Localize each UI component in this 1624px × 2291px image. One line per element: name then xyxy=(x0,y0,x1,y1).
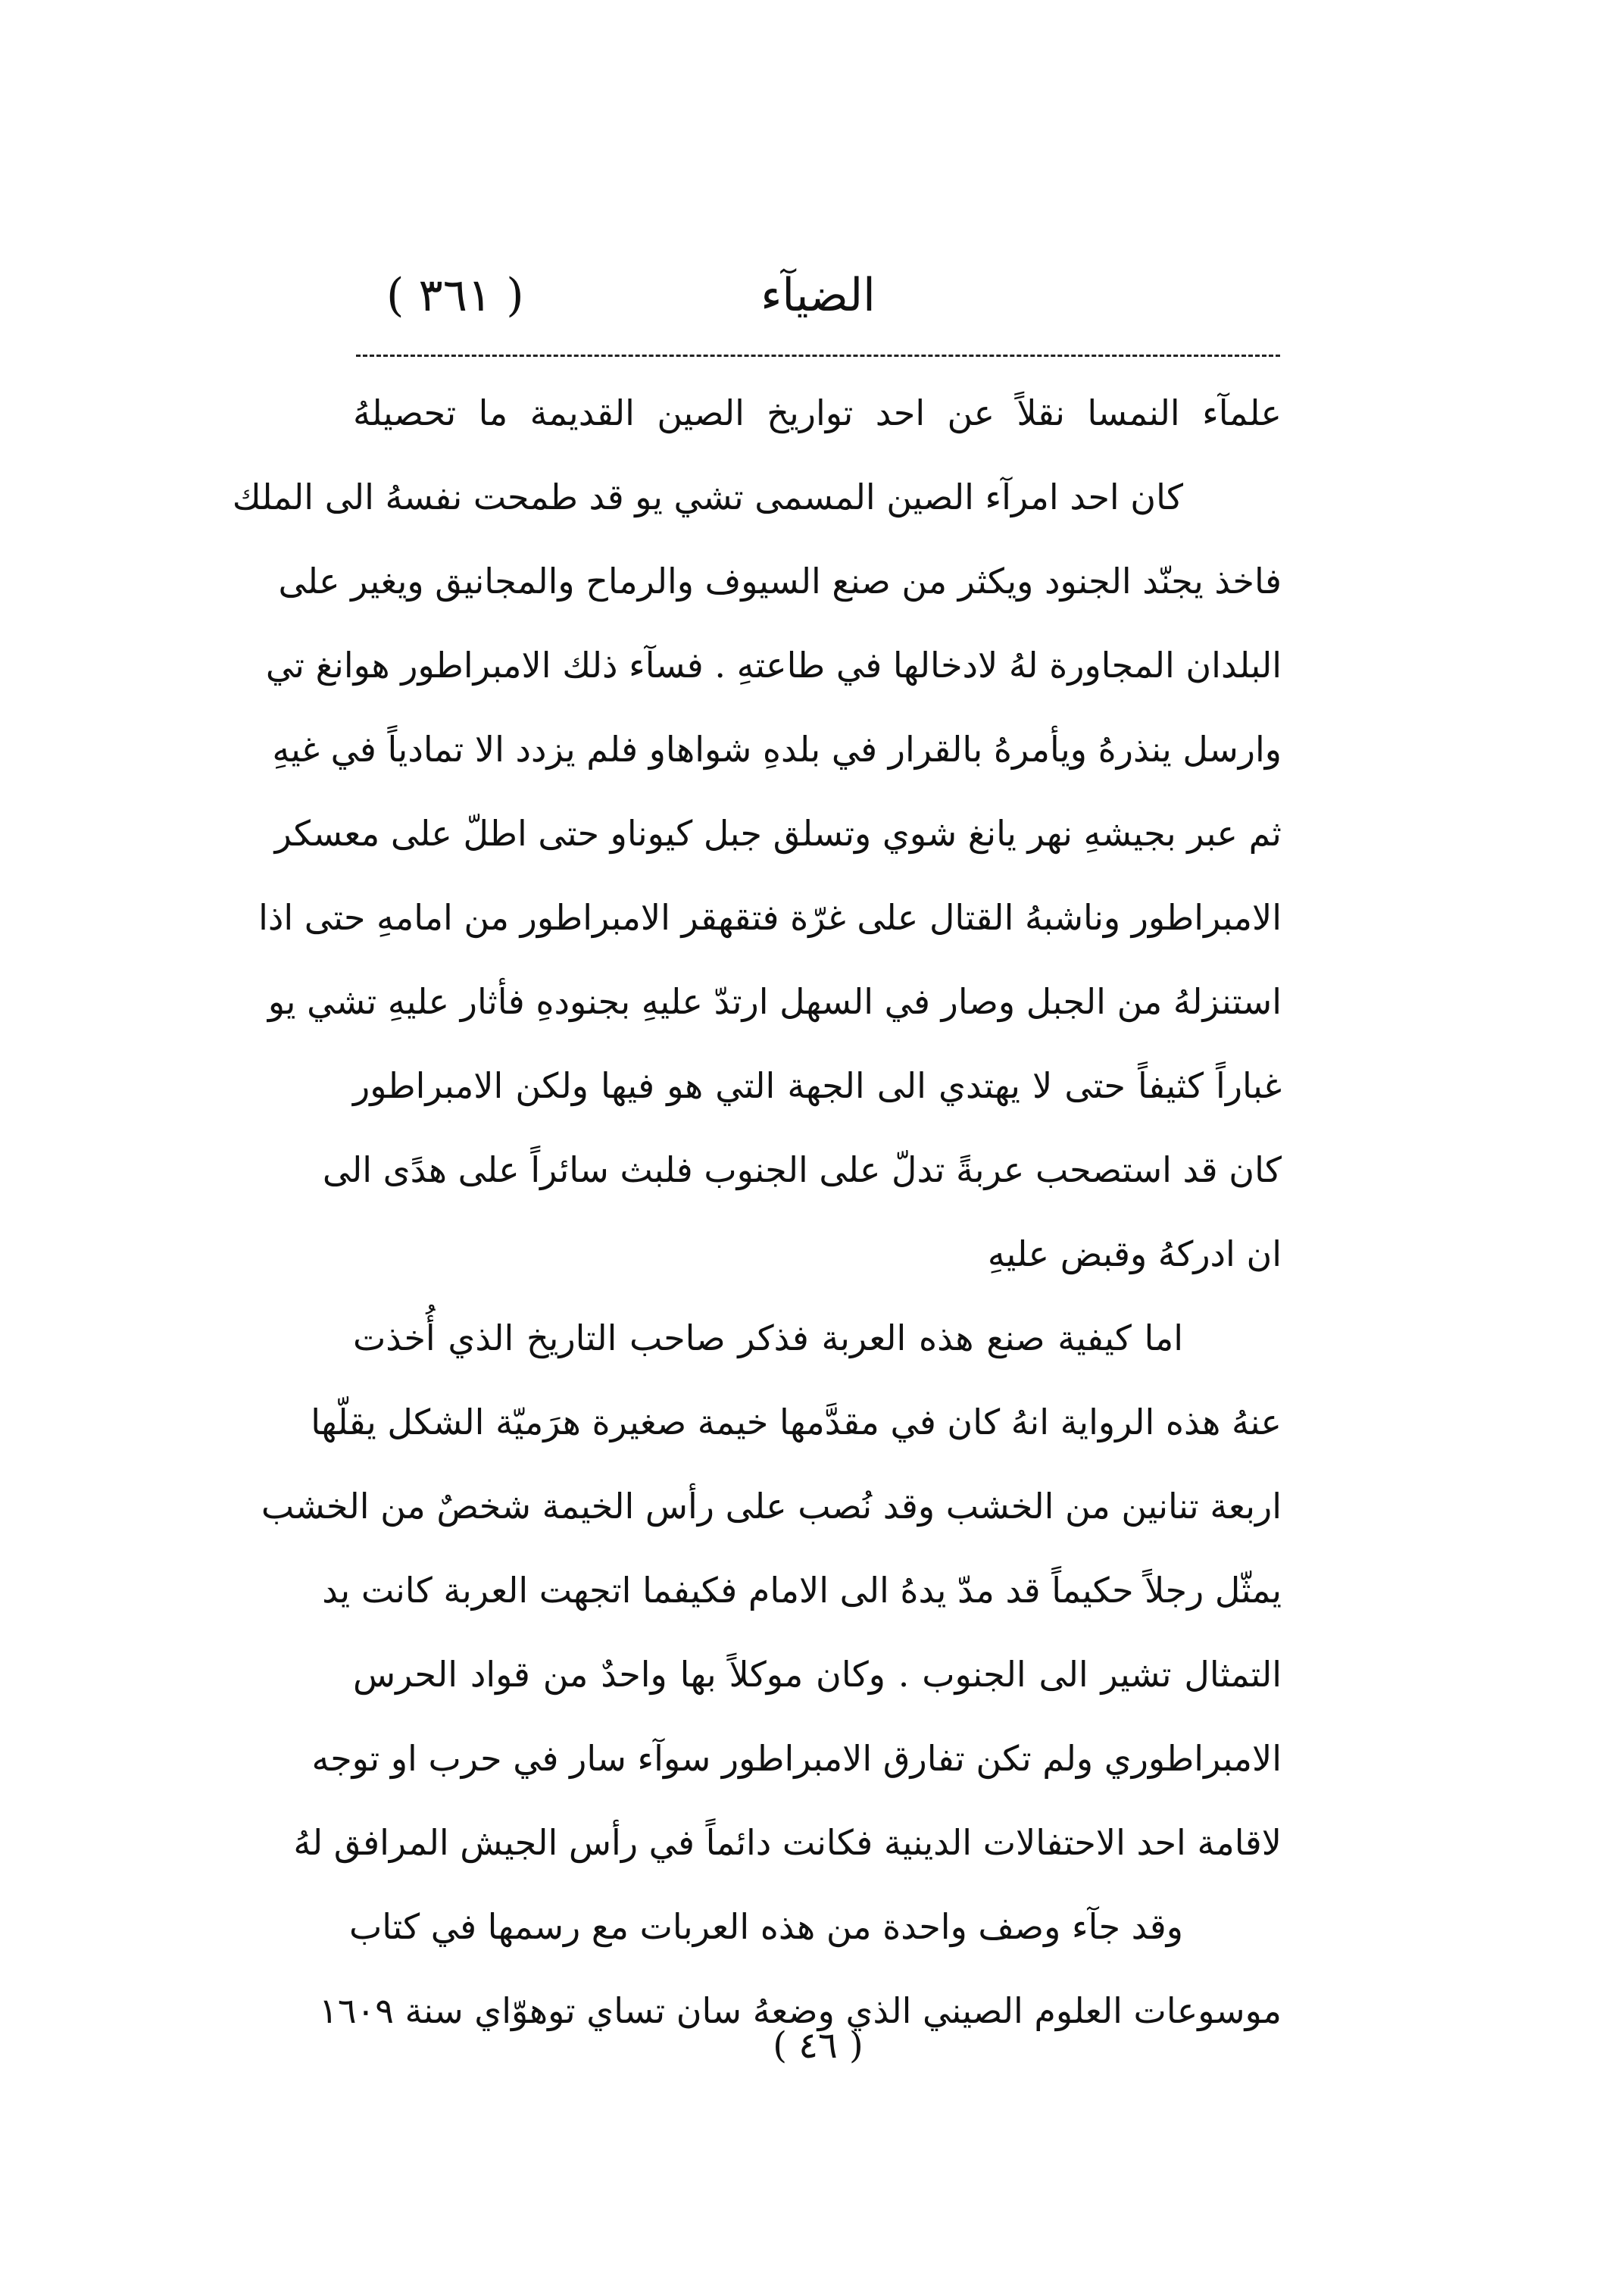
text-line: ان ادركهُ وقبض عليهِ xyxy=(987,1233,1282,1274)
text-line: علمآء النمسا نقلاً عن احد تواريخ الصين القديمة ما تحصيلهُ xyxy=(353,392,1282,433)
footer-page-number: ( ٤٦ ) xyxy=(773,2024,864,2067)
text-line: اربعة تنانين من الخشب وقد نُصب على رأس الخيمة شخصٌ من الخشب xyxy=(261,1486,1282,1527)
text-line: استنزلهُ من الجبل وصار في السهل ارتدّ عليهِ بجنودهِ فأثار عليهِ تشي يو xyxy=(267,981,1282,1022)
text-line: اما كيفية صنع هذه العربة فذكر صاحب التاريخ الذي أُخذت xyxy=(353,1317,1183,1358)
text-line: يمثّل رجلاً حكيماً قد مدّ يدهُ الى الامام فكيفما اتجهت العربة كانت يد xyxy=(322,1570,1282,1611)
text-line: وارسل ينذرهُ ويأمرهُ بالقرار في بلدهِ شواهاو فلم يزدد الا تمادياً في غيهِ xyxy=(272,729,1282,770)
journal-title: الضيآء xyxy=(760,269,876,322)
text-line: وقد جآء وصف واحدة من هذه العربات مع رسمها في كتاب xyxy=(349,1906,1183,1947)
header-page-number: ( ٣٦١ ) xyxy=(386,269,524,322)
text-line: التمثال تشير الى الجنوب . وكان موكلاً بها واحدٌ من قواد الحرس xyxy=(353,1654,1282,1695)
text-line: فاخذ يجنّد الجنود ويكثر من صنع السيوف والرماح والمجانيق ويغير على xyxy=(278,561,1282,602)
page-header xyxy=(356,258,1280,341)
text-line: غباراً كثيفاً حتى لا يهتدي الى الجهة التي هو فيها ولكن الامبراطور xyxy=(353,1065,1282,1106)
text-line: كان قد استصحب عربةً تدلّ على الجنوب فلبث سائراً على هدًى الى xyxy=(322,1149,1282,1190)
text-line: موسوعات العلوم الصيني الذي وضعهُ سان تساي توهوّاي سنة ١٦٠٩ xyxy=(319,1990,1282,2031)
text-line: ثم عبر بجيشهِ نهر يانغ شوي وتسلق جبل كيوناو حتى اطلّ على معسكر xyxy=(274,813,1282,854)
text-line: الامبراطور وناشبهُ القتال على غرّة فتقهقر الامبراطور من امامهِ حتى اذا xyxy=(258,897,1282,938)
article-body xyxy=(232,371,1282,2053)
text-line: البلدان المجاورة لهُ لادخالها في طاعتهِ . فسآء ذلك الامبراطور هوانغ تي xyxy=(265,645,1282,686)
text-line: عنهُ هذه الرواية انهُ كان في مقدَّمها خيمة صغيرة هرَميّة الشكل يقلّها xyxy=(311,1402,1282,1442)
text-line: لاقامة احد الاحتفالات الدينية فكانت دائماً في رأس الجيش المرافق لهُ xyxy=(293,1822,1282,1863)
text-line: الامبراطوري ولم تكن تفارق الامبراطور سوآء سار في حرب او توجه xyxy=(311,1738,1282,1779)
text-line: كان احد امرآء الصين المسمى تشي يو قد طمحت نفسهُ الى الملك xyxy=(232,477,1183,517)
header-divider xyxy=(356,355,1280,357)
